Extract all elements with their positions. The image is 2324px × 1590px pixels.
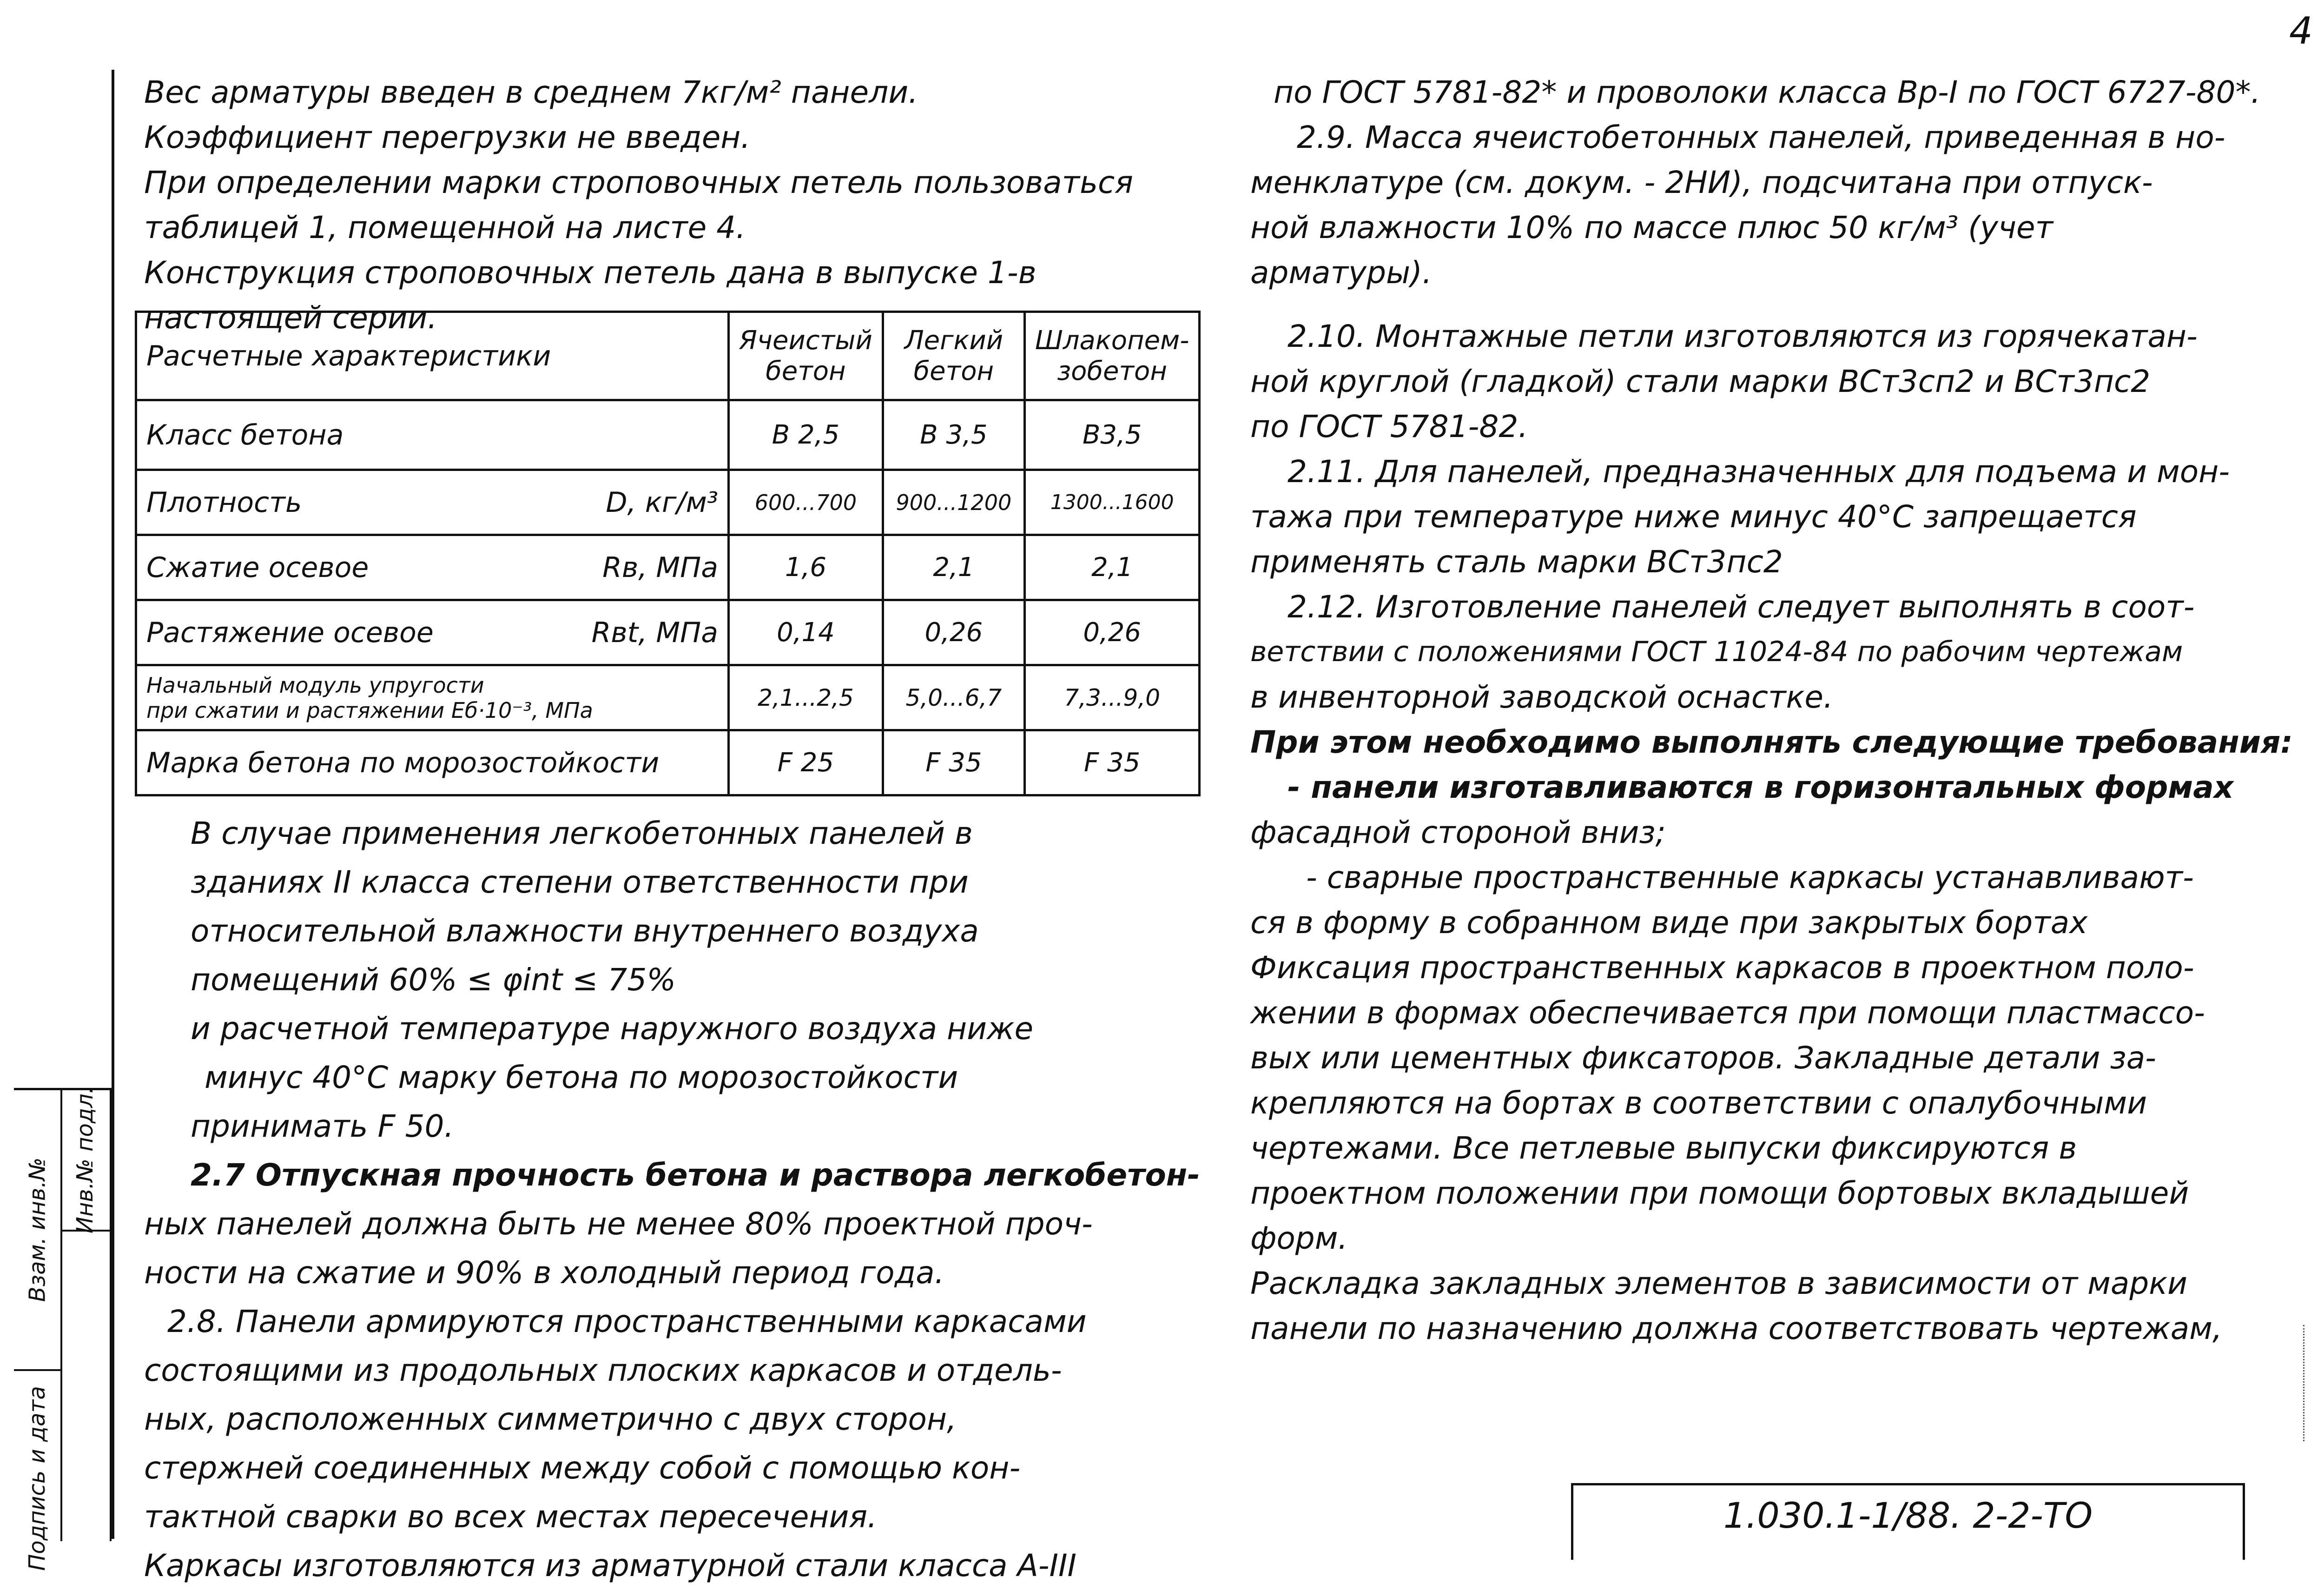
row-symbol: Rв, МПа: [602, 551, 718, 584]
text-line: Вес арматуры введен в среднем 7кг/м² панели.: [144, 74, 918, 110]
text-line: ной круглой (гладкой) стали марки ВСт3сп2 и ВСт3пс2: [1250, 364, 2151, 399]
header-line: бетон: [766, 356, 846, 386]
header-line: Ячеистый: [739, 325, 872, 356]
row-value: 0,26: [883, 600, 1024, 665]
text-line: по ГОСТ 5781-82* и проволоки класса Вр-I по ГОСТ 6727-80*.: [1274, 74, 2261, 110]
stamp-cell-replacement: [14, 1090, 60, 1371]
row-label-text: при сжатии и растяжении Eб·10⁻³, МПа: [146, 697, 593, 723]
text-line: Фиксация пространственных каркасов в проектном поло-: [1250, 950, 2194, 986]
text-line: по ГОСТ 5781-82.: [1250, 409, 1528, 444]
design-characteristics-table: [135, 311, 1201, 796]
text-line: ной влажности 10% по массе плюс 50 кг/м³ (учет: [1250, 210, 2053, 245]
text-line: в инвенторной заводской оснастке.: [1250, 679, 1833, 715]
row-value: 7,3...9,0: [1024, 665, 1200, 730]
row-label-text: Марка бетона по морозостойкости: [146, 746, 660, 779]
row-symbol: Rвt, МПа: [591, 616, 718, 649]
right-column: [1250, 70, 2296, 1351]
row-value: 1300...1600: [1024, 470, 1200, 535]
text-line: фасадной стороной вниз;: [1250, 815, 1666, 850]
page-number: 4: [2289, 9, 2313, 53]
text-line: чертежами. Все петлевые выпуски фиксируются в: [1250, 1130, 2077, 1166]
row-label: [136, 600, 729, 665]
row-value: 0,26: [1024, 600, 1200, 665]
text-line: жении в формах обеспечивается при помощи пластмассо-: [1250, 995, 2205, 1031]
text-line: настоящей серии.: [144, 300, 437, 336]
row-label: [136, 535, 729, 600]
document-code: 1.030.1-1/88. 2-2-ТО: [1723, 1495, 2093, 1536]
table-header-slag-pumice-concrete: [1024, 312, 1200, 400]
section-2-8: 2.8. Панели армируются пространственными каркасами: [167, 1304, 1087, 1339]
row-value: В3,5: [1024, 400, 1200, 470]
table-header-cellular-concrete: [729, 312, 883, 400]
text-line: В случае применения легкобетонных панелей в: [191, 815, 973, 851]
text-line: таблицей 1, помещенной на листе 4.: [144, 210, 746, 245]
text-line: крепляются на бортах в соответствии с опалубочными: [1250, 1085, 2147, 1121]
row-value: В 2,5: [729, 400, 883, 470]
header-line: Шлакопем-: [1035, 325, 1189, 356]
row-label-text: Класс бетона: [146, 418, 344, 451]
row-value: 0,14: [729, 600, 883, 665]
row-value: 2,1: [883, 535, 1024, 600]
requirement-item: - сварные пространственные каркасы устанавливают-: [1306, 860, 2194, 895]
text-line: тактной сварки во всех местах пересечения.: [144, 1499, 878, 1535]
text-line: тажа при температуре ниже минус 40°С запрещается: [1250, 499, 2137, 535]
row-label: [136, 470, 729, 535]
section-2-10: 2.10. Монтажные петли изготовляются из горячекатан-: [1287, 318, 2198, 354]
text-line: помещений 60% ≤ φint ≤ 75%: [191, 962, 676, 998]
text-line: ных, расположенных симметрично с двух сторон,: [144, 1401, 957, 1437]
text-line: менклатуре (см. докум. - 2НИ), подсчитана при отпуск-: [1250, 165, 2153, 200]
row-symbol: D, кг/м³: [606, 486, 718, 519]
text-line: ности на сжатие и 90% в холодный период года.: [144, 1255, 944, 1291]
stamp-cell-inventory: [60, 1086, 110, 1233]
row-value: F 25: [729, 730, 883, 795]
text-line: Каркасы изготовляются из арматурной стали класса А-III: [144, 1548, 1076, 1583]
header-line: бетон: [913, 356, 994, 386]
section-2-12: 2.12. Изготовление панелей следует выполнять в соот-: [1287, 589, 2195, 625]
row-value: 2,1...2,5: [729, 665, 883, 730]
text-line: зданиях II класса степени ответственности при: [191, 864, 969, 900]
row-label: [136, 730, 729, 795]
text-line: и расчетной температуре наружного воздуха ниже: [191, 1011, 1034, 1047]
row-label-text: Сжатие осевое: [146, 551, 369, 584]
row-value: 600...700: [729, 470, 883, 535]
header-line: Легкий: [904, 325, 1004, 356]
text-line: проектном положении при помощи бортовых вкладышей: [1250, 1175, 2189, 1211]
table-header-light-concrete: [883, 312, 1024, 400]
text-line: принимать F 50.: [191, 1108, 454, 1144]
row-label-text: Плотность: [146, 486, 302, 519]
table-row: [136, 535, 1200, 600]
text-line: состоящими из продольных плоских каркасов и отдель-: [144, 1352, 1062, 1388]
table-row: [136, 400, 1200, 470]
header-line: зобетон: [1057, 356, 1167, 386]
requirement-item: - панели изготавливаются в горизонтальных формах: [1287, 769, 2234, 805]
row-value: 900...1200: [883, 470, 1024, 535]
section-2-11: 2.11. Для панелей, предназначенных для подъема и мон-: [1287, 454, 2230, 490]
paragraph-gap: [1250, 295, 2296, 314]
row-label-text: Начальный модуль упругости: [146, 672, 484, 698]
table-header-characteristic: Расчетные характеристики: [136, 312, 729, 400]
frame-border-left: [112, 70, 114, 1539]
text-line: При определении марки строповочных петель пользоваться: [144, 165, 1133, 200]
stamp-label-inventory: Инв.№ подл.: [72, 1086, 99, 1233]
row-value: 5,0...6,7: [883, 665, 1024, 730]
section-2-7: 2.7 Отпускная прочность бетона и раствора легкобетон-: [191, 1157, 1200, 1193]
table-row: [136, 730, 1200, 795]
row-value: 2,1: [1024, 535, 1200, 600]
section-2-9: 2.9. Масса ячеистобетонных панелей, приведенная в но-: [1297, 119, 2225, 155]
row-value: 1,6: [729, 535, 883, 600]
text-line: Раскладка закладных элементов в зависимости от марки: [1250, 1265, 2188, 1301]
row-value: F 35: [1024, 730, 1200, 795]
text-line: арматуры).: [1250, 255, 1432, 291]
requirements-heading: При этом необходимо выполнять следующие требования:: [1250, 724, 2293, 760]
row-label: [136, 665, 729, 730]
text-line: Конструкция строповочных петель дана в выпуске 1-в: [144, 255, 1037, 291]
row-label-text: Растяжение осевое: [146, 616, 434, 649]
text-line: вых или цементных фиксаторов. Закладные детали за-: [1250, 1040, 2156, 1076]
text-line: ветствии с положениями ГОСТ 11024-84 по рабочим чертежам: [1250, 636, 2183, 668]
text-line: стержней соединенных между собой с помощью кон-: [144, 1450, 1021, 1486]
side-stamp-label-column: [14, 1090, 62, 1571]
text-line: ся в форму в собранном виде при закрытых бортах: [1250, 905, 2088, 941]
table-row: [136, 470, 1200, 535]
side-stamp: [14, 1086, 112, 1571]
row-value: В 3,5: [883, 400, 1024, 470]
title-block: [1571, 1483, 2245, 1560]
text-line: ных панелей должна быть не менее 80% проектной проч-: [144, 1206, 1093, 1242]
stamp-label-signature: Подпись и дата: [24, 1386, 50, 1571]
stamp-label-replacement: Взам. инв.№: [24, 1157, 51, 1302]
stamp-cell-signature: [14, 1369, 60, 1588]
row-label: [136, 400, 729, 470]
text-line: относительной влажности внутреннего воздуха: [191, 913, 979, 949]
left-column-top: [144, 70, 1185, 340]
table-row: [136, 665, 1200, 730]
scan-artifact-line: [2303, 1325, 2304, 1441]
row-value: F 35: [883, 730, 1024, 795]
text-line: минус 40°С марку бетона по морозостойкости: [205, 1060, 958, 1095]
left-column-bottom: [144, 809, 1200, 1590]
table-header-row: [136, 312, 1200, 400]
side-stamp-inventory-column: [60, 1086, 112, 1541]
text-line: панели по назначению должна соответствовать чертежам,: [1250, 1311, 2222, 1346]
text-line: Коэффициент перегрузки не введен.: [144, 119, 751, 155]
text-line: применять сталь марки ВСт3пс2: [1250, 544, 1783, 580]
table-row: [136, 600, 1200, 665]
text-line: форм.: [1250, 1220, 1348, 1256]
